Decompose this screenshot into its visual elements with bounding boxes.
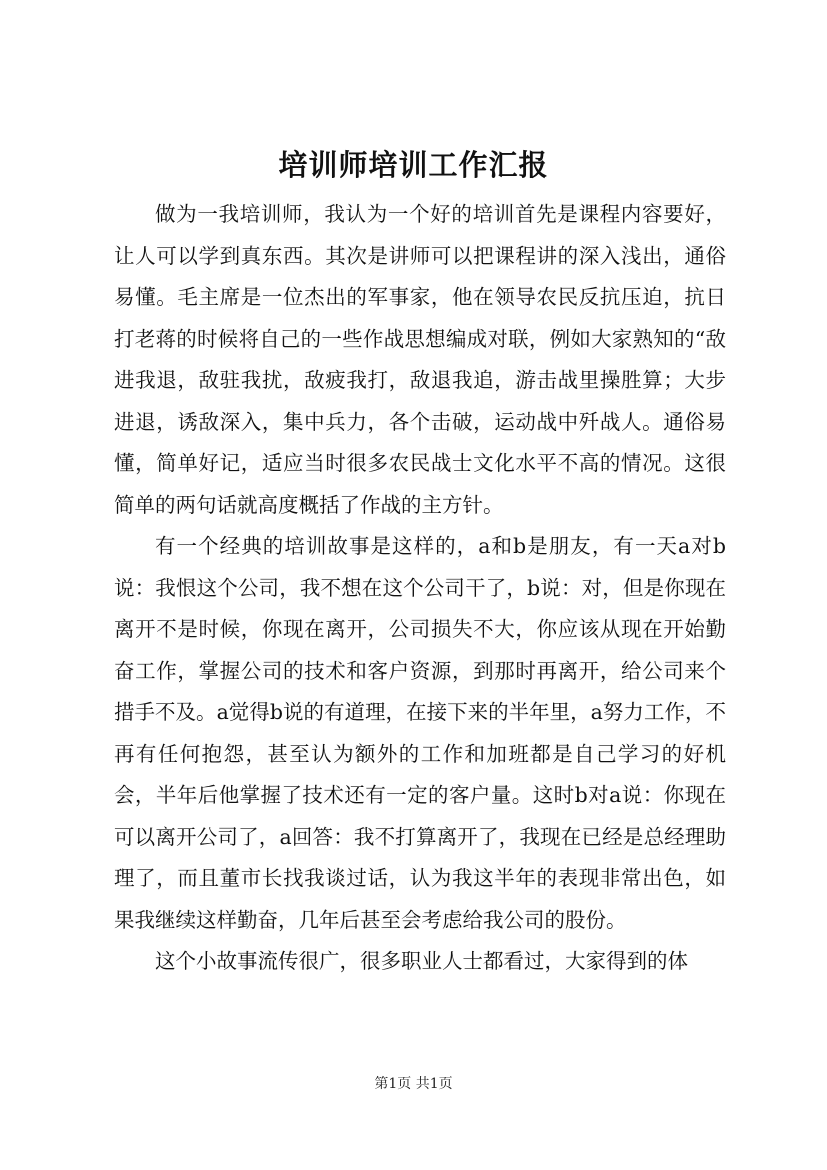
page-footer: 第1页 共1页 xyxy=(374,1076,453,1092)
document-body xyxy=(114,194,726,983)
document-title: 培训师培训工作汇报 xyxy=(278,148,549,182)
paragraph: 这个小故事流传很广，很多职业人士都看过，大家得到的体 xyxy=(155,949,688,973)
paragraph: 做为一我培训师，我认为一个好的培训首先是课程内容要好，让人可以学到真东西。其次是讲师可以把课程讲的深入浅出，通俗易懂。毛主席是一位杰出的军事家，他在领导农民反抗压迫，抗日打老蒋的时候将自己的一些作战思想编成对联，例如大家熟知的“敌进我退，敌驻我扰，敌疲我打，敌退我追，游击战里操胜算；大步进退，诱敌深入，集中兵力，各个击破，运动战中歼战人。通俗易懂，简单好记，适应当时很多农民战士文化水平不高的情况。这很简单的两句话就高度概括了作战的主方针。 xyxy=(114,202,726,517)
paragraph: 有一个经典的培训故事是这样的，a和b是朋友，有一天a对b说：我恨这个公司，我不想在这个公司干了，b说：对，但是你现在离开不是时候，你现在离开，公司损失不大，你应该从现在开始勤奋工作，掌握公司的技术和客户资源，到那时再离开，给公司来个措手不及。a觉得b说的有道理，在接下来的半年里，a努力工作，不再有任何抱怨，甚至认为额外的工作和加班都是自己学习的好机会，半年后他掌握了技术还有一定的客户量。这时b对a说：你现在可以离开公司了，a回答：我不打算离开了，我现在已经是总经理助理了，而且董市长找我谈过话，认为我这半年的表现非常出色，如果我继续这样勤奋，几年后甚至会考虑给我公司的股份。 xyxy=(114,534,726,932)
